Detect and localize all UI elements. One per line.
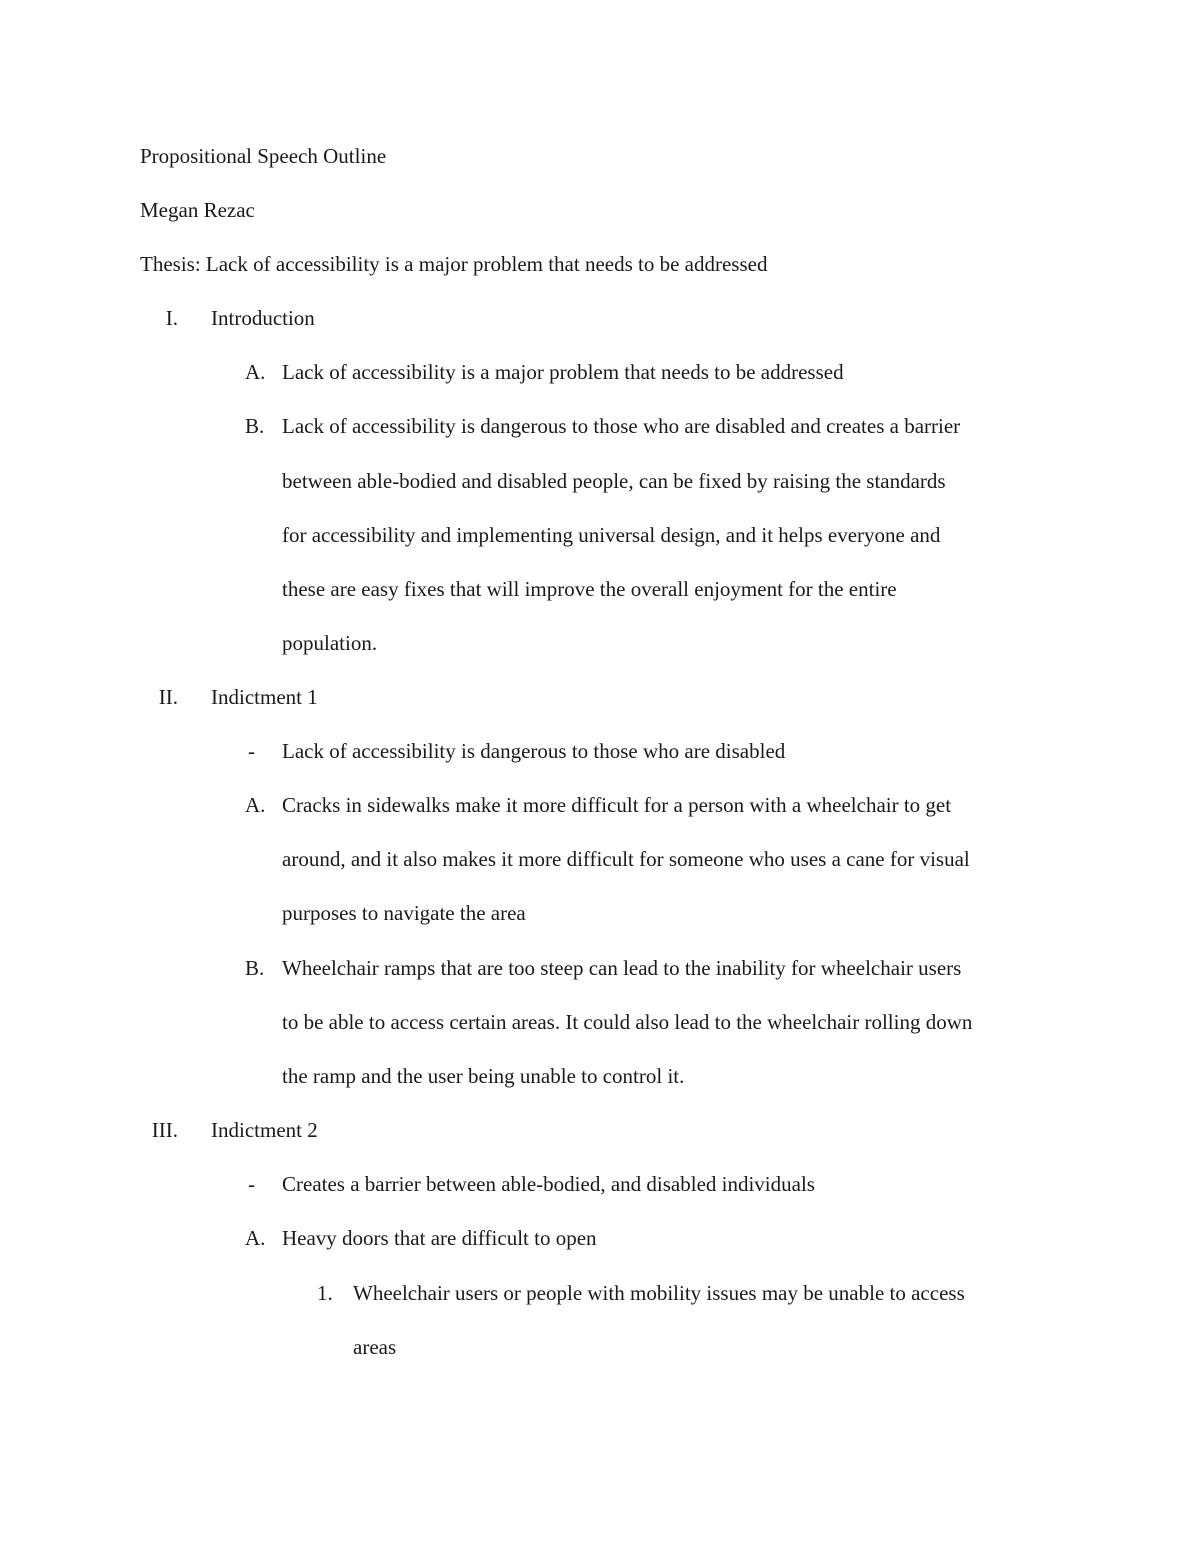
section-numeral: II. xyxy=(158,685,178,709)
point-text-line: Cracks in sidewalks make it more difficult for a person with a wheelchair to get xyxy=(282,793,952,817)
section-numeral: I. xyxy=(165,306,178,330)
point-text-line: population. xyxy=(282,631,378,655)
dash-marker: - xyxy=(248,739,255,763)
section-heading: Indictment 1 xyxy=(211,685,318,709)
point-text-line: the ramp and the user being unable to control it. xyxy=(282,1064,685,1088)
point-text-line: purposes to navigate the area xyxy=(282,901,526,925)
point-text: Lack of accessibility is a major problem that needs to be addressed xyxy=(282,360,844,384)
dash-text: Lack of accessibility is dangerous to those who are disabled xyxy=(282,739,786,763)
subpoint-marker: 1. xyxy=(317,1281,333,1305)
subpoint-text-line: areas xyxy=(353,1335,397,1359)
point-marker: A. xyxy=(245,1226,266,1250)
point-marker: A. xyxy=(245,793,266,817)
point-text-line: around, and it also makes it more difficult for someone who uses a cane for visual xyxy=(282,847,970,871)
point-text-line: between able-bodied and disabled people, can be fixed by raising the standards xyxy=(282,469,946,493)
dash-marker: - xyxy=(248,1172,255,1196)
point-marker: B. xyxy=(245,956,265,980)
point-marker: A. xyxy=(245,360,266,384)
thesis-statement: Thesis: Lack of accessibility is a major problem that needs to be addressed xyxy=(140,252,768,276)
section-heading: Indictment 2 xyxy=(211,1118,318,1142)
point-marker: B. xyxy=(245,414,265,438)
section-numeral: III. xyxy=(151,1118,178,1142)
subpoint-text-line: Wheelchair users or people with mobility issues may be unable to access xyxy=(353,1281,965,1305)
point-text-line: Wheelchair ramps that are too steep can lead to the inability for wheelchair users xyxy=(282,956,962,980)
dash-text: Creates a barrier between able-bodied, and disabled individuals xyxy=(282,1172,815,1196)
point-text-line: for accessibility and implementing universal design, and it helps everyone and xyxy=(282,523,941,547)
document-title: Propositional Speech Outline xyxy=(140,144,387,168)
point-text-line: Lack of accessibility is dangerous to those who are disabled and creates a barrier xyxy=(282,414,961,438)
section-heading: Introduction xyxy=(211,306,315,330)
point-text-line: these are easy fixes that will improve the overall enjoyment for the entire xyxy=(282,577,897,601)
point-text-line: to be able to access certain areas. It could also lead to the wheelchair rolling down xyxy=(282,1010,973,1034)
author-name: Megan Rezac xyxy=(140,198,255,222)
point-text: Heavy doors that are difficult to open xyxy=(282,1226,597,1250)
